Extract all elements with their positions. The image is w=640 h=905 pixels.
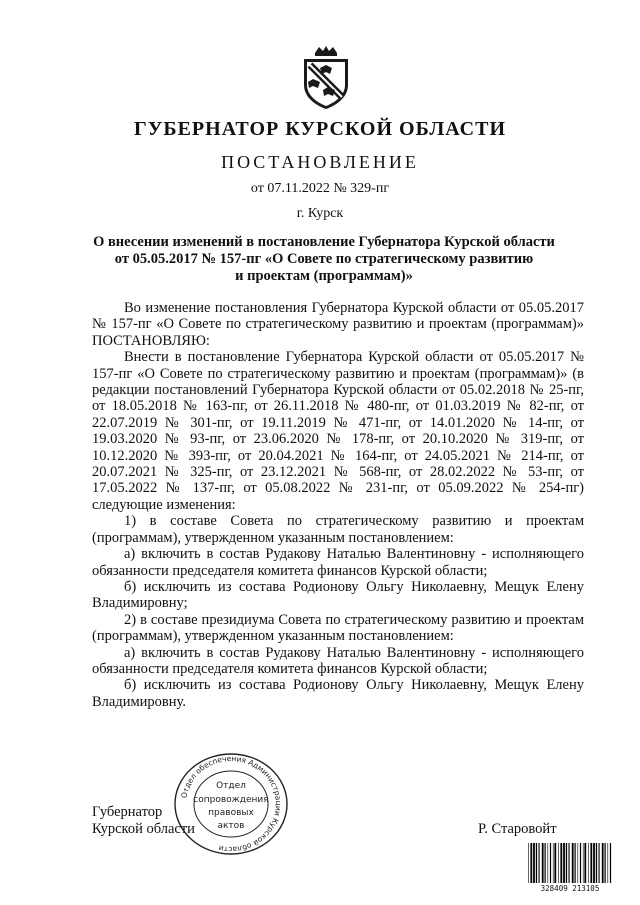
barcode-bar: [584, 843, 586, 883]
document-type: ПОСТАНОВЛЕНИЕ: [221, 152, 419, 172]
heading-line: от 05.05.2017 № 157-пг «О Совете по стратегическому развитию: [114, 251, 534, 267]
document-number: от 07.11.2022 № 329-пг: [250, 181, 390, 196]
paragraph: 1) в составе Совета по стратегическому развитию и проектам (программам), утвержденном указанным постановлением:: [92, 513, 584, 546]
barcode-bar: [610, 843, 611, 883]
stamp-outer-text: Отдел обеспечения Администрации Курской области: [179, 753, 284, 855]
barcode-bar: [593, 843, 595, 883]
stamp-text: Отдел: [216, 781, 246, 791]
barcode-bar: [536, 843, 537, 883]
barcode-bar: [542, 843, 544, 883]
paragraph: Внести в постановление Губернатора Курской области от 05.05.2017 № 157-пг «О Совете по стратегическому развитию и проектам (программам)» (в редакции постановлений Губернатора Курской области от 05.02.2018 № 25-пг, от 18.05.2018 № 163-пг, от 26.11.2018 № 480-пг, от 01.03.2019 № 82-пг, от 22.07.2019 № 301-пг, от 19.11.2019 № 471-пг, от 14.01.2020 № 14-пг, от 19.03.2020 № 93-пг, от 23.06.2020 № 178-пг, от 20.10.2020 № 319-пг, от 10.12.2020 № 393-пг, от 20.04.2021 № 164-пг, от 24.05.2021 № 214-пг, от 20.07.2021 № 325-пг, от 23.12.2021 № 568-пг, от 28.02.2022 № 53-пг, от 17.05.2022 № 137-пг, от 05.08.2022 № 231-пг, от 05.09.2022 № 254-пг) следующие изменения:: [92, 349, 584, 513]
barcode-bar: [599, 843, 600, 883]
barcode-bar: [598, 843, 599, 883]
barcode-bar: [605, 843, 606, 883]
kursk-coat-of-arms-icon: [301, 45, 351, 111]
paragraph: а) включить в состав Рудакову Наталью Валентиновну - исполняющего обязанности председателя комитета финансов Курской области;: [92, 644, 584, 677]
heading-line: О внесении изменений в постановление Губернатора Курской области: [93, 234, 555, 250]
barcode-bar: [569, 843, 570, 883]
barcode-bar: [578, 843, 579, 883]
paragraph: 2) в составе президиума Совета по стратегическому развитию и проектам (программам), утвержденном указанным постановлением:: [92, 611, 584, 645]
barcode-bar: [539, 843, 540, 883]
signatory-position-line: Курской области: [92, 821, 195, 837]
document-heading: [60, 234, 588, 285]
barcode-bar: [566, 843, 567, 883]
barcode-bar: [533, 843, 535, 883]
stamp-text: актов: [217, 821, 245, 831]
authority-title: ГУБЕРНАТОР КУРСКОЙ ОБЛАСТИ: [133, 118, 507, 140]
barcode-bar: [572, 843, 574, 883]
barcode-bar: [548, 843, 549, 883]
signatory-name: Р. Старовойт: [478, 821, 557, 837]
barcode-bar: [608, 843, 609, 883]
barcode-bar: [602, 843, 604, 883]
barcode-bar: [528, 843, 529, 883]
barcode-bar: [554, 843, 556, 883]
barcode-bar: [545, 843, 546, 883]
paragraph: а) включить в состав Рудакову Наталью Валентиновну - исполняющего обязанности председателя комитета финансов Курской области;: [92, 546, 584, 579]
heading-line: и проектам (программам)»: [235, 268, 413, 284]
barcode-bar: [575, 843, 576, 883]
stamp-text: сопровождения: [193, 795, 269, 805]
barcode-bar: [563, 843, 565, 883]
legal-department-stamp: [173, 752, 289, 855]
barcode-bar: [538, 843, 539, 883]
barcode-bar: [580, 843, 581, 883]
document-body: [92, 300, 584, 710]
document-city: г. Курск: [296, 206, 344, 221]
paragraph: б) исключить из состава Родионову Ольгу Николаевну, Мещук Елену Владимировну.: [92, 677, 584, 710]
barcode-bar: [560, 843, 562, 883]
barcode-bar: [583, 843, 584, 883]
barcode-number: 328409 213105: [540, 884, 600, 893]
barcode-bar: [590, 843, 592, 883]
barcode: [527, 843, 613, 885]
barcode-bar: [553, 843, 554, 883]
barcode-bar: [558, 843, 559, 883]
barcode-bar: [588, 843, 589, 883]
paragraph: Во изменение постановления Губернатора Курской области от 05.05.2017 № 157-пг «О Совете по стратегическому развитию и проектам (программам)» ПОСТАНОВЛЯЮ:: [92, 300, 584, 349]
stamp-text: правовых: [208, 808, 254, 818]
barcode-bar: [550, 843, 551, 883]
signatory-position-line: Губернатор: [92, 804, 163, 820]
paragraph: б) исключить из состава Родионову Ольгу Николаевну, Мещук Елену Владимировну;: [92, 578, 584, 612]
barcode-bar: [596, 843, 597, 883]
barcode-bar: [530, 843, 532, 883]
barcode-bar: [568, 843, 569, 883]
